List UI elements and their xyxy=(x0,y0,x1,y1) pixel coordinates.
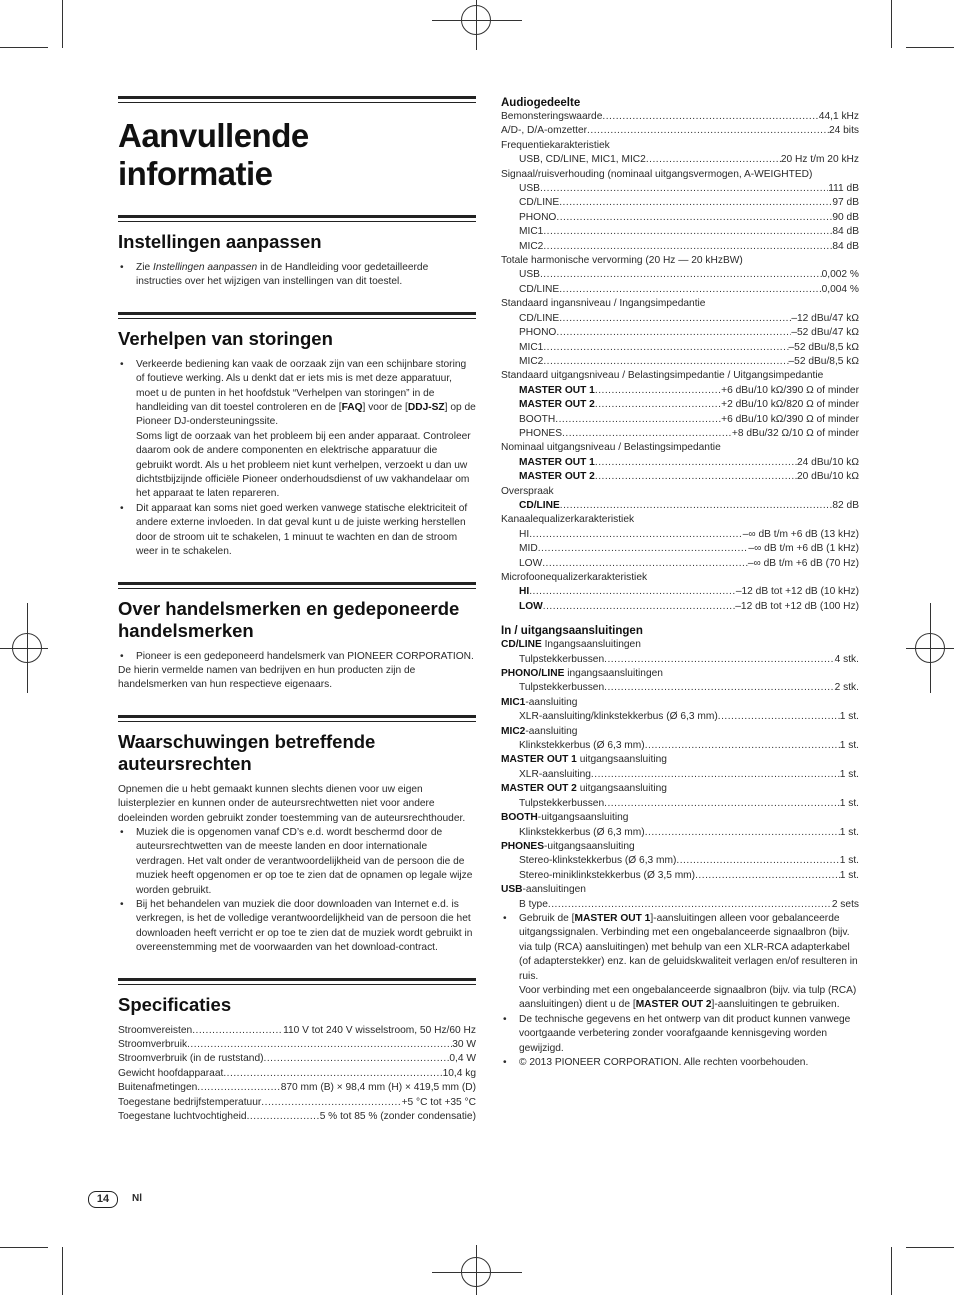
spec-label: USB, CD/LINE, MIC1, MIC2 xyxy=(519,154,646,166)
spec-label: Klinkstekkerbus (Ø 6,3 mm) xyxy=(519,740,645,752)
spec-row xyxy=(501,182,859,196)
spec-value: 1 st. xyxy=(839,711,859,723)
leader-dots xyxy=(187,1038,452,1052)
spec-label: Buitenafmetingen xyxy=(118,1082,198,1094)
crop-mark xyxy=(0,47,48,48)
spec-row xyxy=(501,326,859,340)
spec-label: USB xyxy=(519,269,540,281)
spec-row xyxy=(501,470,859,484)
io-item-label: USB-aansluitingen xyxy=(501,884,586,896)
spec-label: PHONES xyxy=(519,427,563,439)
spec-row xyxy=(501,312,859,326)
leader-dots xyxy=(197,1081,280,1095)
crop-mark xyxy=(0,1247,48,1248)
section-rule xyxy=(118,215,476,218)
page-title: Aanvullende informatie xyxy=(118,117,309,192)
spec-row xyxy=(501,653,859,667)
spec-value: 4 stk. xyxy=(834,653,859,665)
section-rule-thin xyxy=(118,721,476,722)
list-item: • Pioneer is een gedeponeerd handelsmerk van PIONEER CORPORATION. xyxy=(118,650,476,664)
spec-row xyxy=(118,1038,476,1052)
leader-dots xyxy=(595,398,721,412)
spec-row xyxy=(118,1096,476,1110)
spec-value: +8 dBu/32 Ω/10 Ω of minder xyxy=(731,427,859,439)
section-instellingen xyxy=(118,215,476,290)
leader-dots xyxy=(604,653,835,667)
spec-label: PHONO xyxy=(519,211,557,223)
paragraph: Opnemen die u hebt gemaakt kunnen slechts dienen voor uw eigen luisterplezier en kunnen onder de auteursrechtwetten niet voor andere doeleinden worden gebruikt zonder toestemming van de auteursrechthouder. xyxy=(118,783,466,824)
spec-row xyxy=(501,384,859,398)
spec-label: Stroomverbruik (in de ruststand) xyxy=(118,1053,264,1065)
page-number: 14 xyxy=(88,1191,118,1208)
spec-row xyxy=(118,1067,476,1081)
spec-value: 111 dB xyxy=(828,183,859,195)
spec-value: 10,4 kg xyxy=(442,1067,476,1079)
spec-row xyxy=(501,585,859,599)
spec-row xyxy=(501,211,859,225)
spec-value: +6 dBu/10 kΩ/390 Ω of minder xyxy=(721,384,859,396)
spec-label: Toegestane bedrijfstemperatuur xyxy=(118,1096,262,1108)
leader-dots xyxy=(555,413,721,427)
spec-label: MIC2 xyxy=(519,240,544,252)
section-heading: Specificaties xyxy=(118,993,232,1015)
spec-value: 0,004 % xyxy=(821,283,859,295)
section-heading: Verhelpen van storingen xyxy=(118,327,333,349)
spec-value: –52 dBu/8,5 kΩ xyxy=(788,355,859,367)
leader-dots xyxy=(542,557,748,571)
spec-label: LOW xyxy=(519,600,543,612)
spec-value: –∞ dB t/m +6 dB (1 kHz) xyxy=(748,543,859,555)
spec-value: 2 stk. xyxy=(834,682,859,694)
leader-dots xyxy=(543,600,735,614)
spec-value: 0,002 % xyxy=(821,269,859,281)
section-handelsmerken xyxy=(118,582,476,693)
leader-dots xyxy=(562,427,732,441)
leader-dots xyxy=(602,110,818,124)
spec-group-label: Signaal/ruisverhouding (nominaal uitgangsvermogen, A-WEIGHTED) xyxy=(501,168,813,180)
section-auteursrechten xyxy=(118,715,476,956)
leader-dots xyxy=(556,211,832,225)
leader-dots xyxy=(560,499,833,513)
section-specificaties xyxy=(118,978,476,1125)
leader-dots xyxy=(543,341,788,355)
section-rule-thin xyxy=(118,984,476,985)
spec-group-label: Standaard ingansniveau / Ingangsimpedantie xyxy=(501,298,706,310)
spec-value: 30 W xyxy=(452,1039,476,1050)
spec-label: HI xyxy=(519,528,530,540)
leader-dots xyxy=(223,1067,442,1081)
spec-label: HI xyxy=(519,586,530,598)
spec-value: –12 dBu/47 kΩ xyxy=(791,312,859,324)
spec-row xyxy=(501,398,859,412)
spec-label: MASTER OUT 1 xyxy=(519,384,595,396)
io-item-label: BOOTH-uitgangsaansluiting xyxy=(501,812,629,824)
spec-label: Gewicht hoofdapparaat xyxy=(118,1067,224,1079)
spec-label: Tulpstekkerbussen xyxy=(519,682,605,694)
spec-value: 84 dB xyxy=(832,240,859,252)
spec-label: MIC1 xyxy=(519,226,544,238)
section-rule-thin xyxy=(118,588,476,589)
list-item: • © 2013 PIONEER CORPORATION. Alle rechten voorbehouden. xyxy=(501,1056,859,1070)
registration-circle xyxy=(461,5,491,35)
spec-label: CD/LINE xyxy=(519,283,560,295)
leader-dots xyxy=(676,854,839,868)
list-item: • Verkeerde bediening kan vaak de oorzaak zijn van een schijnbare storing of foutieve werking. Als u denkt dat er iets mis is met deze apparatuur, moet u de punten in het hoofdstuk “Verhelpen van storingen” in de handleiding van dit toestel controleren en de [FAQ] voor de [DDJ-SZ] op de Pioneer DJ-ondersteuningssite. Soms ligt de oorzaak van het probleem bij een ander apparaat. Controleer daarom ook de andere componenten en elektrische apparatuur die gebruikt wordt. Als u het probleem niet kunt verhelpen, verzoekt u dan uw dichtstbijzijnde officiële Pioneer onderhoudsdienst of uw vakhandelaar om het apparaat te laten repareren. xyxy=(118,358,476,502)
spec-value: 1 st. xyxy=(839,855,859,867)
spec-value: 870 mm (B) × 98,4 mm (H) × 419,5 mm (D) xyxy=(280,1082,476,1094)
spec-value: 1 st. xyxy=(839,869,859,881)
spec-row xyxy=(501,869,859,883)
spec-value: 1 st. xyxy=(839,768,859,780)
spec-value: –12 dB tot +12 dB (100 Hz) xyxy=(735,600,859,612)
spec-value: –12 dB tot +12 dB (10 kHz) xyxy=(735,586,859,598)
spec-label: MASTER OUT 2 xyxy=(519,471,595,483)
spec-value: 20 dBu/10 kΩ xyxy=(797,471,859,483)
section-rule-thin xyxy=(118,221,476,222)
spec-label: Stereo-miniklinkstekkerbus (Ø 3,5 mm) xyxy=(519,869,696,881)
spec-value: +2 dBu/10 kΩ/820 Ω of minder xyxy=(721,399,859,411)
spec-value: –52 dBu/47 kΩ xyxy=(791,327,859,339)
title-rule xyxy=(118,96,476,99)
spec-row xyxy=(118,1110,476,1124)
leader-dots xyxy=(646,153,781,167)
section-rule xyxy=(118,715,476,718)
spec-group-label: Frequentiekarakteristiek xyxy=(501,139,610,151)
leader-dots xyxy=(695,869,840,883)
spec-row xyxy=(501,826,859,840)
io-heading: In / uitgangsaansluitingen xyxy=(501,625,643,638)
spec-value: 110 V tot 240 V wisselstroom, 50 Hz/60 Hz xyxy=(283,1024,476,1036)
spec-row xyxy=(501,268,859,282)
list-item: • Dit apparaat kan soms niet goed werken vanwege statische elektriciteit of andere externe invloeden. In dat geval kunt u de juiste werking herstellen door de stroom uit te schakelen, 1 minuut te wachten en dan de stroom weer in te schakelen. xyxy=(118,502,476,560)
io-item-label: PHONO/LINE ingangsaansluitingen xyxy=(501,668,663,680)
leader-dots xyxy=(559,283,821,297)
leader-dots xyxy=(718,710,840,724)
spec-label: USB xyxy=(519,183,540,195)
leader-dots xyxy=(540,182,828,196)
leader-dots xyxy=(645,826,840,840)
spec-value: 5 % tot 85 % (zonder condensatie) xyxy=(319,1111,476,1123)
leader-dots xyxy=(559,312,791,326)
leader-dots xyxy=(548,898,832,912)
spec-label: Stroomvereisten xyxy=(118,1024,193,1036)
leader-dots xyxy=(247,1110,320,1124)
spec-row xyxy=(501,542,859,556)
spec-group-label: Overspraak xyxy=(501,485,554,497)
spec-row xyxy=(501,427,859,441)
io-item-label: MIC1-aansluiting xyxy=(501,696,578,708)
crop-mark xyxy=(62,1247,63,1295)
spec-row xyxy=(501,854,859,868)
spec-row xyxy=(501,196,859,210)
spec-label: CD/LINE xyxy=(519,312,560,324)
spec-value: 24 bits xyxy=(828,125,859,137)
spec-row xyxy=(501,225,859,239)
spec-group-label: Microfoonequalizerkarakteristiek xyxy=(501,572,648,583)
spec-group-label: Nominaal uitgangsniveau / Belastingsimpedantie xyxy=(501,442,721,454)
spec-label: Tulpstekkerbussen xyxy=(519,653,605,665)
leader-dots xyxy=(192,1024,283,1038)
spec-row xyxy=(501,710,859,724)
spec-row xyxy=(118,1024,476,1038)
leader-dots xyxy=(543,240,832,254)
leader-dots xyxy=(595,384,721,398)
spec-row xyxy=(501,681,859,695)
spec-label: MIC2 xyxy=(519,355,544,367)
spec-value: 90 dB xyxy=(832,211,859,223)
spec-value: 97 dB xyxy=(832,197,859,209)
io-item-label: CD/LINE Ingangsaansluitingen xyxy=(501,639,641,651)
spec-label: A/D-, D/A-omzetter xyxy=(501,125,588,137)
leader-dots xyxy=(529,528,743,542)
section-rule xyxy=(118,978,476,981)
registration-circle xyxy=(12,633,42,663)
leader-dots xyxy=(261,1096,401,1110)
spec-label: MID xyxy=(519,543,538,555)
spec-row xyxy=(501,413,859,427)
spec-label: Stereo-klinkstekkerbus (Ø 6,3 mm) xyxy=(519,855,677,867)
spec-value: 82 dB xyxy=(832,499,859,511)
section-rule-thin xyxy=(118,318,476,319)
section-heading: Instellingen aanpassen xyxy=(118,231,322,252)
leader-dots xyxy=(264,1052,450,1066)
spec-label: MIC1 xyxy=(519,341,544,353)
spec-label: XLR-aansluiting xyxy=(519,768,591,780)
leader-dots xyxy=(595,456,797,470)
registration-circle xyxy=(461,1257,491,1287)
spec-row xyxy=(501,124,859,138)
crop-mark xyxy=(891,1247,892,1295)
spec-row xyxy=(501,600,859,614)
left-column xyxy=(118,96,476,1124)
leader-dots xyxy=(540,268,822,282)
audio-heading: Audiogedeelte xyxy=(501,97,581,109)
spec-row xyxy=(501,499,859,513)
spec-label: XLR-aansluiting/klinkstekkerbus (Ø 6,3 mm) xyxy=(519,711,718,723)
spec-label: Stroomverbruik xyxy=(118,1039,188,1050)
spec-label: MASTER OUT 2 xyxy=(519,399,595,411)
spec-row xyxy=(501,153,859,167)
registration-circle xyxy=(915,633,945,663)
spec-label: Toegestane luchtvochtigheid xyxy=(118,1111,247,1123)
spec-row xyxy=(501,898,859,912)
spec-row xyxy=(501,456,859,470)
spec-row xyxy=(501,557,859,571)
crop-mark xyxy=(62,0,63,48)
spec-row xyxy=(501,283,859,297)
spec-label: Klinkstekkerbus (Ø 6,3 mm) xyxy=(519,826,645,838)
spec-value: +6 dBu/10 kΩ/390 Ω of minder xyxy=(721,413,859,425)
spec-label: B type xyxy=(519,898,548,910)
spec-value: –52 dBu/8,5 kΩ xyxy=(788,341,859,353)
spec-row xyxy=(501,797,859,811)
language-code: Nl xyxy=(132,1193,142,1204)
list-item: • Gebruik de [MASTER OUT 1]-aansluitingen alleen voor gebalanceerde uitgangssignalen. Verbinding met een ongebalanceerde signaalbron (bijv. via tulp (RCA) aansluitingen) met behulp van een XLR-RCA adapterkabel (of adapterstekker) enz. kan de geluidskwaliteit verlagen en/of resulteren in ruis. Voor verbinding met een ongebalanceerde signaalbron (bijv. via tulp (RCA) aansluitingen) dient u de [MASTER OUT 2]-aansluitingen te gebruiken. xyxy=(501,912,859,1013)
spec-row xyxy=(501,110,859,124)
leader-dots xyxy=(538,542,749,556)
section-heading: Over handelsmerken en gedeponeerde handelsmerken xyxy=(118,597,460,641)
spec-row xyxy=(501,341,859,355)
spec-label: CD/LINE xyxy=(519,499,560,511)
spec-label: Bemonsteringswaarde xyxy=(501,111,603,122)
section-storingen xyxy=(118,312,476,560)
io-item-label: MASTER OUT 1 uitgangsaansluiting xyxy=(501,754,667,766)
io-item-label: MASTER OUT 2 uitgangsaansluiting xyxy=(501,783,667,795)
spec-value: 24 dBu/10 kΩ xyxy=(797,456,859,468)
spec-row xyxy=(501,739,859,753)
leader-dots xyxy=(645,739,840,753)
leader-dots xyxy=(604,797,840,811)
right-column xyxy=(501,96,859,1070)
list-item: • Bij het behandelen van muziek die door downloaden van Internet e.d. is verkregen, is het de volledige verantwoordelijkheid van de persoon die het downloaden heeft verricht er op toe te zien dat de muziek wordt gebruikt in overeenstemming met de voorwaarden van het download-contract. xyxy=(118,898,476,956)
section-rule xyxy=(118,582,476,585)
spec-value: 1 st. xyxy=(839,797,859,809)
leader-dots xyxy=(559,196,832,210)
spec-row xyxy=(118,1052,476,1066)
leader-dots xyxy=(543,355,788,369)
crop-mark xyxy=(906,1247,954,1248)
leader-dots xyxy=(556,326,791,340)
spec-value: 0,4 W xyxy=(449,1053,476,1065)
crop-mark xyxy=(906,47,954,48)
spec-label: PHONO xyxy=(519,327,557,339)
paragraph: De hierin vermelde namen van bedrijven en hun producten zijn de handelsmerken van hun respectieve eigenaars. xyxy=(118,664,416,691)
spec-label: LOW xyxy=(519,557,543,569)
spec-value: 1 st. xyxy=(839,826,859,838)
spec-value: 44,1 kHz xyxy=(818,111,859,122)
spec-group-label: Totale harmonische vervorming (20 Hz — 20 kHzBW) xyxy=(501,255,743,267)
spec-group-label: Standaard uitgangsniveau / Belastingsimpedantie / Uitgangsimpedantie xyxy=(501,370,824,382)
spec-value: 84 dB xyxy=(832,226,859,238)
io-item-label: PHONES-uitgangsaansluiting xyxy=(501,840,635,852)
spec-label: CD/LINE xyxy=(519,197,560,209)
spec-value: –∞ dB t/m +6 dB (13 kHz) xyxy=(742,528,859,540)
spec-value: +5 °C tot +35 °C xyxy=(401,1096,476,1108)
leader-dots xyxy=(529,585,736,599)
spec-row xyxy=(501,528,859,542)
spec-value: 1 st. xyxy=(839,740,859,752)
spec-row xyxy=(501,355,859,369)
spec-row xyxy=(501,240,859,254)
section-rule xyxy=(118,312,476,315)
spec-row xyxy=(501,768,859,782)
spec-value: –∞ dB t/m +6 dB (70 Hz) xyxy=(747,557,859,569)
spec-group-label: Kanaalequalizerkarakteristiek xyxy=(501,514,635,526)
section-heading: Waarschuwingen betreffende auteursrechten xyxy=(118,730,376,774)
leader-dots xyxy=(595,470,797,484)
leader-dots xyxy=(587,124,829,138)
title-rule-thin xyxy=(118,102,476,103)
leader-dots xyxy=(543,225,832,239)
list-item: • Muziek die is opgenomen vanaf CD’s e.d. wordt beschermd door de auteursrechtwetten van de meeste landen en door internationale verdragen. Het valt onder de verantwoordelijkheid van de persoon die de muziek heeft opgenomen er op toe te zien dat de opnamen op legale wijze worden gebruikt. xyxy=(118,826,476,898)
list-item: • De technische gegevens en het ontwerp van dit product kunnen vanwege voortgaande verbetering zonder voorafgaande kennisgeving worden gewijzigd. xyxy=(501,1013,859,1056)
leader-dots xyxy=(604,681,835,695)
spec-label: Tulpstekkerbussen xyxy=(519,797,605,809)
leader-dots xyxy=(591,768,840,782)
spec-value: 20 Hz t/m 20 kHz xyxy=(780,154,859,166)
io-item-label: MIC2-aansluiting xyxy=(501,725,578,737)
spec-value: 2 sets xyxy=(831,898,859,910)
spec-label: MASTER OUT 1 xyxy=(519,456,595,468)
spec-row xyxy=(118,1081,476,1095)
crop-mark xyxy=(891,0,892,48)
list-item: • Zie Instellingen aanpassen in de Handleiding voor gedetailleerde instructies over het wijzigen van instellingen van dit toestel. xyxy=(118,261,476,290)
spec-label: BOOTH xyxy=(519,413,556,425)
